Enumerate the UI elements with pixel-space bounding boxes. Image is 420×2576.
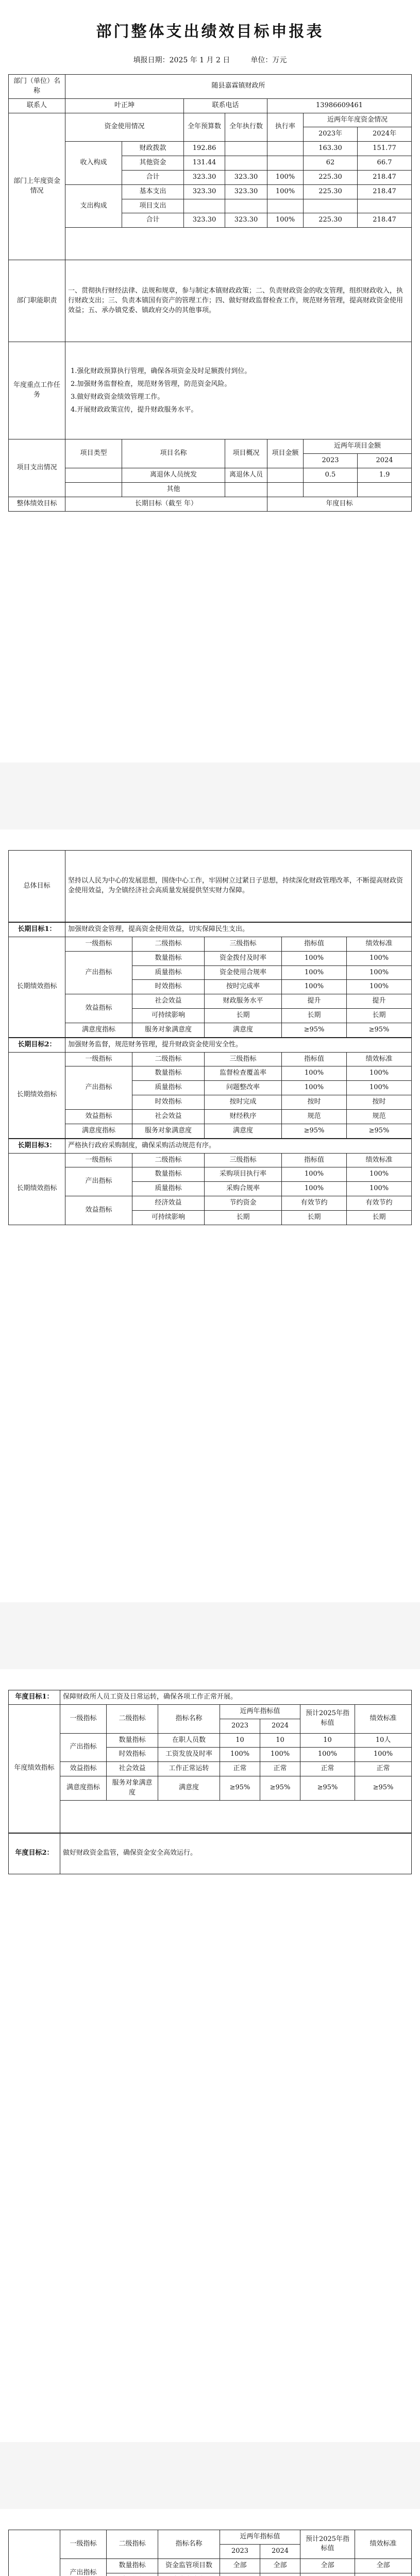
duty-label: 部门职能职责 (9, 260, 65, 342)
l3-cell: 问题整改率 (205, 1081, 282, 1095)
col-l3: 三级指标 (205, 937, 282, 951)
long-goal-1-text: 加强财政资金管理，提高资金使用效益，切实保障民生支出。 (65, 923, 412, 937)
v-cell: 100% (282, 1182, 347, 1196)
col-s: 绩效标准 (355, 1704, 412, 1733)
l2-cell: 数量指标 (132, 951, 205, 965)
col-prior: 近两年指标值 (220, 1704, 300, 1719)
row-exec (225, 142, 267, 156)
v-cell: 100% (282, 1066, 347, 1081)
s-cell: 规范 (347, 1109, 412, 1124)
doc-meta (0, 55, 420, 65)
s-cell: 长期 (347, 1210, 412, 1225)
long-goal-3-table (8, 1139, 412, 1225)
l1-cell: 产出指标 (65, 951, 132, 994)
row-budget: 323.30 (184, 213, 225, 228)
basic-info-table (8, 74, 412, 512)
page-4 (0, 2509, 420, 2576)
col-v: 指标值 (282, 1052, 347, 1066)
s-cell: 100% (347, 1081, 412, 1095)
unit-name-label: 部门（单位）名称 (9, 75, 65, 99)
l3-cell: 采购项目执行率 (205, 1167, 282, 1182)
long-goal-2-label: 长期目标2： (9, 1038, 65, 1052)
col-type: 资金使用情况 (65, 113, 184, 142)
l2-cell (107, 2573, 158, 2576)
l2-cell: 数量指标 (107, 1733, 158, 1748)
long-perf-label: 长期绩效指标 (9, 1052, 65, 1138)
l2-cell: 质量指标 (132, 1182, 205, 1196)
col-s: 绩效标准 (347, 1153, 412, 1167)
l3-cell: 财经秩序 (205, 1109, 282, 1124)
l2-cell: 社会效益 (107, 1762, 158, 1776)
s-cell: 全部 (355, 2558, 412, 2573)
l3-cell: 按时完成率 (205, 980, 282, 994)
s-cell: 100% (347, 1167, 412, 1182)
year-perf-label (9, 2530, 60, 2576)
annual-task: 3.做好财政资金绩效管理工作。 (71, 393, 164, 401)
long-perf-label: 长期绩效指标 (9, 937, 65, 1037)
project-col-name: 项目名称 (122, 439, 225, 468)
l1-cell: 效益指标 (60, 1762, 107, 1776)
col-l1: 一级指标 (65, 1052, 132, 1066)
l2-cell: 服务对象满意度 (132, 1124, 205, 1138)
yearly-blank (60, 1800, 412, 1833)
e-cell: 全部 (300, 2558, 355, 2573)
page-1 (0, 0, 420, 762)
project-desc: 离退休人员 (225, 468, 267, 482)
l3-cell: 监督检查覆盖率 (205, 1066, 282, 1081)
row-exec (225, 199, 267, 213)
l3-cell: 财政服务水平 (205, 994, 282, 1009)
year-a: 2023 (220, 2544, 260, 2558)
l3-cell: 按时完成 (205, 1095, 282, 1110)
v-cell: 提升 (282, 994, 347, 1009)
row-rate: 100% (267, 170, 304, 184)
fund-label: 部门上年度资金情况 (9, 113, 65, 260)
l2-cell: 时效指标 (132, 980, 205, 994)
year-a: 2023年 (304, 127, 358, 142)
col-l2: 二级指标 (132, 937, 205, 951)
col-l3: 三级指标 (205, 1153, 282, 1167)
row-rate: 100% (267, 213, 304, 228)
phone-value: 13986609461 (267, 98, 412, 113)
unit-name-value: 随县嘉霖镇财政所 (65, 75, 412, 99)
goal-heading: 总体目标 (9, 851, 65, 922)
s-cell: 100% (347, 1182, 412, 1196)
s-cell: 正常 (355, 1762, 412, 1776)
b-cell: ≥95% (260, 1776, 300, 1801)
a-cell: 100% (220, 1748, 260, 1762)
row-rate (267, 199, 304, 213)
row-budget: 323.30 (184, 184, 225, 199)
e-cell (300, 2573, 355, 2576)
row-a: 225.30 (304, 184, 358, 199)
goal-table (8, 850, 412, 922)
row-budget: 131.44 (184, 156, 225, 171)
l1-cell: 产出指标 (60, 2558, 107, 2576)
b-cell: 全部 (260, 2558, 300, 2573)
long-goal-2-text: 加强财务监督，规范财务管理，提升财政资金使用安全性。 (65, 1038, 412, 1052)
unit-label: 单位：万元 (250, 56, 287, 64)
col-l1: 一级指标 (60, 1704, 107, 1733)
project-name: 其他 (122, 482, 225, 497)
row-exec: 323.30 (225, 184, 267, 199)
long-goal-3-text: 严格执行政府采购制度，确保采购活动规范有序。 (65, 1139, 412, 1153)
s-cell: 100% (347, 1066, 412, 1081)
s-cell: ≥95% (355, 1776, 412, 1801)
row-rate (267, 142, 304, 156)
l1-cell: 效益指标 (65, 1109, 132, 1124)
col-l2: 二级指标 (132, 1153, 205, 1167)
project-b (358, 482, 412, 497)
row-a: 225.30 (304, 213, 358, 228)
s-cell: 有效节约 (347, 1196, 412, 1211)
page-2 (0, 829, 420, 1602)
v-cell: 100% (282, 1081, 347, 1095)
project-amount (267, 468, 304, 482)
yearly-goal-2-indicators (8, 2530, 412, 2576)
v-cell: 100% (282, 965, 347, 980)
overall-label: 整体绩效目标 (9, 497, 65, 511)
b-cell: 正常 (260, 1762, 300, 1776)
l1-cell: 效益指标 (65, 994, 132, 1023)
project-col-desc: 项目概况 (225, 439, 267, 468)
page-gap (0, 762, 420, 829)
col-v: 指标值 (282, 1153, 347, 1167)
project-name: 离退休人员统发 (122, 468, 225, 482)
col-prior: 近两年指标值 (220, 2530, 300, 2545)
duty-text: 一、贯彻执行财经法律、法规和规章，参与制定本镇财政政策；二、负责财政资金的收支管理，组织财政收入，执行财政支出；三、负责本镇国有资产的管理工作；四、做好财政监督检查工作，规范财务管理，提高财政资金使用效益；五、承办镇党委、镇政府交办的其他事项。 (65, 260, 412, 342)
s-cell: 100% (347, 980, 412, 994)
col-v: 指标值 (282, 937, 347, 951)
annual-task: 4.开展财政政策宣传，提升财政服务水平。 (71, 405, 198, 414)
row-rate: 100% (267, 184, 304, 199)
l1-cell: 满意度指标 (60, 1776, 107, 1801)
col-s: 绩效标准 (347, 937, 412, 951)
col-prior: 近两年年度资金情况 (304, 113, 412, 127)
l3-cell: 采购合规率 (205, 1182, 282, 1196)
l3-cell: 工资发放及时率 (158, 1748, 220, 1762)
s-cell: 10人 (355, 1733, 412, 1748)
l2-cell: 社会效益 (132, 1109, 205, 1124)
l2-cell: 经济效益 (132, 1196, 205, 1211)
row-budget: 323.30 (184, 170, 225, 184)
overall-col-year: 年度目标 (267, 497, 412, 511)
l2-cell: 数量指标 (132, 1066, 205, 1081)
yearly-goal-2-label: 年度目标2： (9, 1833, 60, 1874)
row-exec: 323.30 (225, 170, 267, 184)
b-cell: 100% (260, 1748, 300, 1762)
row-name: 其他资金 (122, 156, 184, 171)
contact-label: 联系人 (9, 98, 65, 113)
row-name: 项目支出 (122, 199, 184, 213)
row-budget: 192.86 (184, 142, 225, 156)
e-cell: 10 (300, 1733, 355, 1748)
row-a: 225.30 (304, 170, 358, 184)
s-cell: ≥95% (347, 1023, 412, 1037)
v-cell: ≥95% (282, 1124, 347, 1138)
row-a (304, 199, 358, 213)
annual-task: 1.强化财政预算执行管理，确保各项资金及时足额拨付到位。 (71, 367, 251, 375)
l3-cell: 满意度 (205, 1023, 282, 1037)
s-cell: 提升 (347, 994, 412, 1009)
col-expect: 预计2025年指标值 (300, 1704, 355, 1733)
yearly-goal-2-table (8, 1833, 412, 1874)
row-b: 218.47 (358, 184, 412, 199)
l2-cell: 质量指标 (132, 1081, 205, 1095)
row-name: 合计 (122, 213, 184, 228)
row-rate (267, 156, 304, 171)
row-b: 151.77 (358, 142, 412, 156)
project-a: 0.5 (304, 468, 358, 482)
s-cell: 100% (347, 951, 412, 965)
l2-cell: 服务对象满意度 (107, 1776, 158, 1801)
l3-cell: 长期 (205, 1009, 282, 1023)
project-label: 项目支出情况 (9, 439, 65, 497)
l3-cell: 资金监管项目数 (158, 2558, 220, 2573)
a-cell (220, 2573, 260, 2576)
yearly-goal-1-text: 保障财政所人员工资及日常运转，确保各项工作正常开展。 (60, 1690, 412, 1705)
row-b: 218.47 (358, 213, 412, 228)
v-cell: 长期 (282, 1210, 347, 1225)
a-cell: 正常 (220, 1762, 260, 1776)
project-type (65, 468, 122, 482)
row-name: 合计 (122, 170, 184, 184)
l2-cell: 社会效益 (132, 994, 205, 1009)
l3-cell: 满意度 (158, 1776, 220, 1801)
col-l2: 二级指标 (132, 1052, 205, 1066)
long-goal-3-label: 长期目标3： (9, 1139, 65, 1153)
annual-task: 2.加强财务监督检查，规范财务管理，防范资金风险。 (71, 380, 231, 388)
col-rate: 执行率 (267, 113, 304, 142)
v-cell: 长期 (282, 1009, 347, 1023)
project-b: 1.9 (358, 468, 412, 482)
l2-cell: 服务对象满意度 (132, 1023, 205, 1037)
l1-cell: 满意度指标 (65, 1124, 132, 1138)
v-cell: ≥95% (282, 1023, 347, 1037)
v-cell: 100% (282, 980, 347, 994)
v-cell: 100% (282, 951, 347, 965)
l2-cell: 数量指标 (132, 1167, 205, 1182)
row-exec: 323.30 (225, 213, 267, 228)
l3-cell: 在职人员数 (158, 1733, 220, 1748)
project-type (65, 482, 122, 497)
s-cell: 100% (347, 965, 412, 980)
col-l1: 一级指标 (65, 1153, 132, 1167)
l3-cell: 工作正常运转 (158, 1762, 220, 1776)
project-a (304, 482, 358, 497)
l2-cell: 数量指标 (107, 2558, 158, 2573)
col-s: 绩效标准 (347, 1052, 412, 1066)
v-cell: 按时 (282, 1095, 347, 1110)
long-goal-2-table (8, 1038, 412, 1139)
v-cell: 有效节约 (282, 1196, 347, 1211)
row-a: 62 (304, 156, 358, 171)
l1-cell: 效益指标 (65, 1196, 132, 1225)
v-cell: 100% (282, 1167, 347, 1182)
s-cell: 长期 (347, 1009, 412, 1023)
l3-cell: 节约资金 (205, 1196, 282, 1211)
col-l1: 一级指标 (65, 937, 132, 951)
annual-tasks (65, 342, 412, 439)
a-cell: 全部 (220, 2558, 260, 2573)
year-b: 2024年 (358, 127, 412, 142)
b-cell: 10 (260, 1733, 300, 1748)
l3-cell: 资金使用合规率 (205, 965, 282, 980)
l2-cell: 可持续影响 (132, 1210, 205, 1225)
col-expect: 预计2025年指标值 (300, 2530, 355, 2559)
col-l2: 二级指标 (107, 2530, 158, 2559)
year-a: 2023 (220, 1719, 260, 1733)
expense-label: 支出构成 (65, 184, 122, 228)
long-goal-1-label: 长期目标1： (9, 923, 65, 937)
e-cell: 100% (300, 1748, 355, 1762)
phone-label: 联系电话 (184, 98, 267, 113)
project-year-b: 2024 (358, 454, 412, 468)
page-gap (0, 1602, 420, 1669)
year-b: 2024 (260, 1719, 300, 1733)
annual-label: 年度重点工作任务 (9, 342, 65, 439)
project-col-type: 项目类型 (65, 439, 122, 468)
l1-cell: 满意度指标 (65, 1023, 132, 1037)
row-budget (184, 199, 225, 213)
project-amount (267, 482, 304, 497)
row-name: 财政拨款 (122, 142, 184, 156)
yearly-goal-2-text: 做好财政资金监管，确保资金安全高效运行。 (60, 1833, 412, 1874)
row-b: 66.7 (358, 156, 412, 171)
project-col-prior: 近两年项目金额 (304, 439, 412, 454)
l3-cell: 满意度 (205, 1124, 282, 1138)
s-cell: 100% (355, 1748, 412, 1762)
l3-cell: 长期 (205, 1210, 282, 1225)
row-a: 163.30 (304, 142, 358, 156)
col-s: 绩效标准 (355, 2530, 412, 2559)
l1-cell: 产出指标 (65, 1167, 132, 1196)
document-title: 部门整体支出绩效目标申报表 (96, 23, 324, 41)
goal-text: 坚持以人民为中心的发展思想，围绕中心工作，牢固树立过紧日子思想，持续深化财政管理改革，不断提高财政资金使用效益，为全镇经济社会高质量发展提供坚实财力保障。 (65, 851, 412, 922)
s-cell: 按时 (347, 1095, 412, 1110)
project-col-amount: 项目金额 (267, 439, 304, 468)
l1-cell: 产出指标 (65, 1066, 132, 1110)
col-l3: 三级指标 (205, 1052, 282, 1066)
fund-blank (65, 228, 412, 260)
long-perf-label: 长期绩效指标 (9, 1153, 65, 1225)
l2-cell: 时效指标 (132, 1095, 205, 1110)
page-3 (0, 1669, 420, 2442)
row-name: 基本支出 (122, 184, 184, 199)
year-b: 2024 (260, 2544, 300, 2558)
col-l3: 指标名称 (158, 2530, 220, 2559)
e-cell: 正常 (300, 1762, 355, 1776)
a-cell: ≥95% (220, 1776, 260, 1801)
col-budget: 全年预算数 (184, 113, 225, 142)
e-cell: ≥95% (300, 1776, 355, 1801)
year-perf-label: 年度绩效指标 (9, 1704, 60, 1833)
long-goal-1-table (8, 922, 412, 1038)
s-cell: ≥95% (347, 1124, 412, 1138)
row-b: 218.47 (358, 170, 412, 184)
l3-cell: 资金拨付及时率 (205, 951, 282, 965)
col-l3: 指标名称 (158, 1704, 220, 1733)
fill-date: 填报日期：2025 年 1 月 2 日 (133, 56, 230, 64)
yearly-goal-1-table (8, 1690, 412, 1833)
l2-cell: 可持续影响 (132, 1009, 205, 1023)
yearly-goal-1-label: 年度目标1： (9, 1690, 60, 1705)
col-l2: 二级指标 (107, 1704, 158, 1733)
income-label: 收入构成 (65, 142, 122, 185)
l3-cell (158, 2573, 220, 2576)
s-cell (355, 2573, 412, 2576)
l1-cell: 产出指标 (60, 1733, 107, 1762)
row-b (358, 199, 412, 213)
col-exec: 全年执行数 (225, 113, 267, 142)
overall-col-long: 长期目标（截至 年） (65, 497, 267, 511)
contact-value: 叶正坤 (65, 98, 184, 113)
project-desc (225, 482, 267, 497)
a-cell: 10 (220, 1733, 260, 1748)
col-l1: 一级指标 (60, 2530, 107, 2559)
project-year-a: 2023 (304, 454, 358, 468)
l2-cell: 质量指标 (132, 965, 205, 980)
page-gap (0, 2442, 420, 2509)
v-cell: 规范 (282, 1109, 347, 1124)
b-cell (260, 2573, 300, 2576)
l2-cell: 时效指标 (107, 1748, 158, 1762)
row-exec (225, 156, 267, 171)
